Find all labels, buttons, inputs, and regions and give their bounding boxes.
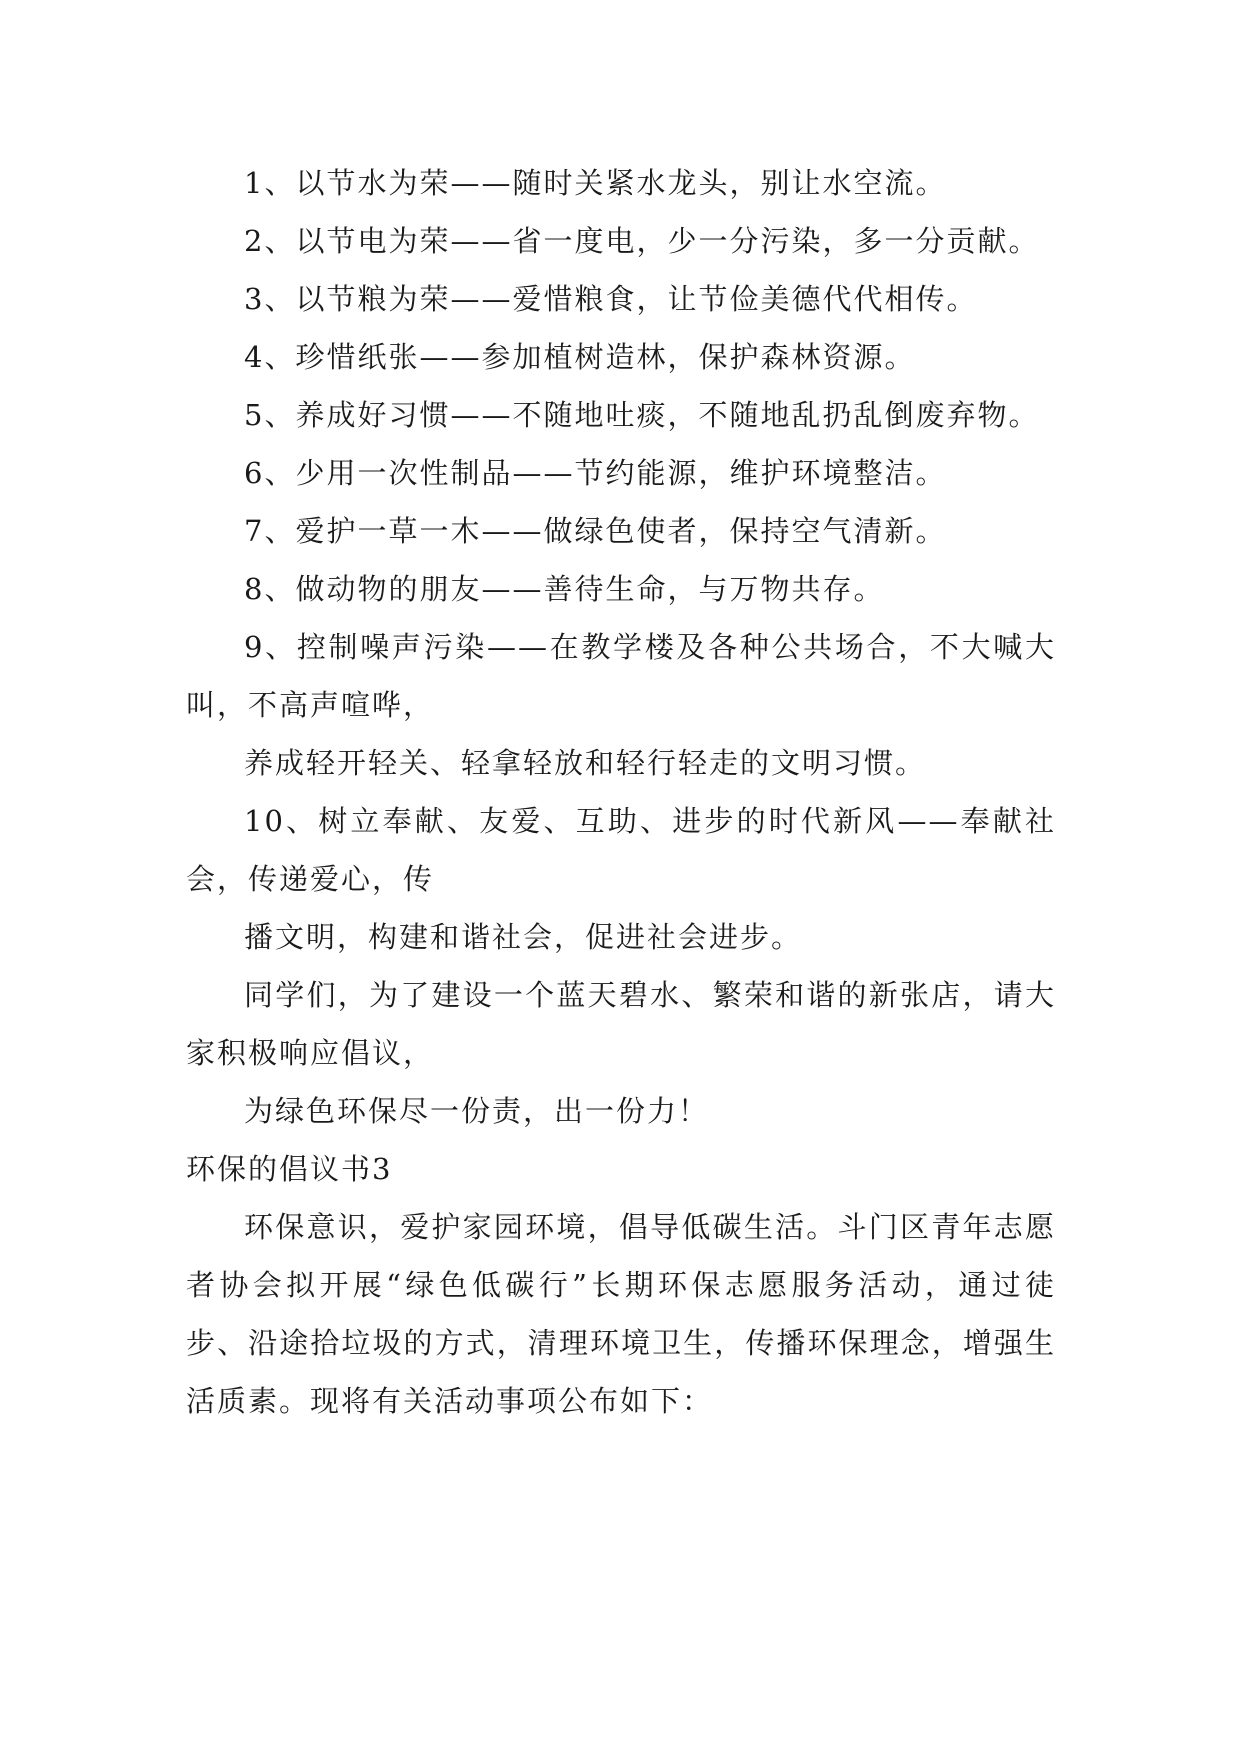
proposal-item-9: 9、控制噪声污染——在教学楼及各种公共场合，不大喊大叫，不高声喧哗， [186,630,1056,722]
proposal-item-9-continued: 养成轻开轻关、轻拿轻放和轻行轻走的文明习惯。 [244,746,927,780]
proposal-item-3: 3、以节粮为荣——爱惜粮食，让节俭美德代代相传。 [244,282,978,316]
proposal-item-8: 8、做动物的朋友——善待生命，与万物共存。 [244,572,885,606]
section-body: 环保意识，爱护家园环境，倡导低碳生活。斗门区青年志愿者协会拟开展“绿色低碳行”长期环保志愿服务活动，通过徒步、沿途拾垃圾的方式，清理环境卫生，传播环保理念，增强生活质素。现将有关活动事项公布如下： [186,1210,1056,1418]
proposal-item-2: 2、以节电为荣——省一度电，少一分污染，多一分贡献。 [244,224,1040,258]
proposal-item-10: 10、树立奉献、友爱、互助、进步的时代新风——奉献社会，传递爱心，传 [186,804,1056,896]
closing-call-continued: 为绿色环保尽一份责，出一份力！ [244,1094,710,1128]
proposal-item-4: 4、珍惜纸张——参加植树造林，保护森林资源。 [244,340,916,374]
closing-call: 同学们，为了建设一个蓝天碧水、繁荣和谐的新张店，请大家积极响应倡议， [186,978,1056,1070]
section-title: 环保的倡议书3 [186,1152,393,1186]
proposal-item-10-continued: 播文明，构建和谐社会，促进社会进步。 [244,920,803,954]
proposal-item-1: 1、以节水为荣——随时关紧水龙头，别让水空流。 [244,166,947,200]
document-body [186,154,1056,1430]
proposal-item-7: 7、爱护一草一木——做绿色使者，保持空气清新。 [244,514,947,548]
proposal-item-6: 6、少用一次性制品——节约能源，维护环境整洁。 [244,456,947,490]
proposal-item-5: 5、养成好习惯——不随地吐痰，不随地乱扔乱倒废弃物。 [244,398,1040,432]
